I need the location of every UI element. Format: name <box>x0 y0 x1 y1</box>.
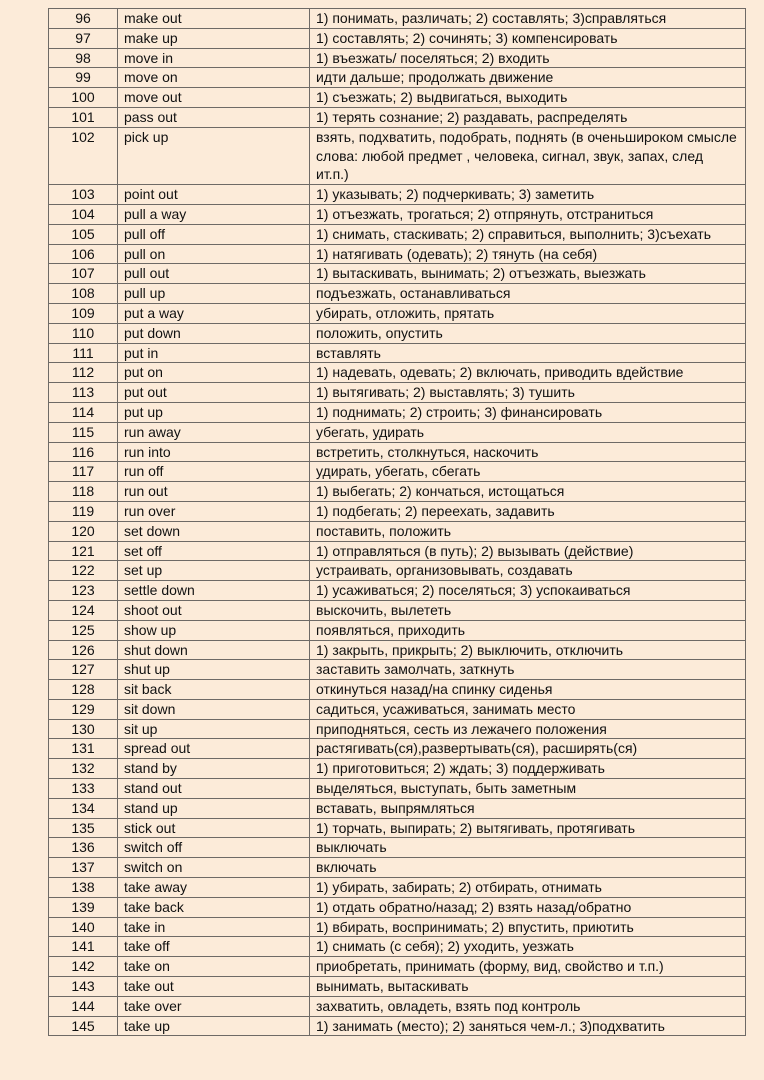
table-row <box>49 937 746 957</box>
row-number: 100 <box>49 88 118 108</box>
phrasal-verb: show up <box>118 620 310 640</box>
phrasal-verb: stand by <box>118 759 310 779</box>
translation: появляться, приходить <box>310 620 746 640</box>
table-row <box>49 224 746 244</box>
phrasal-verb: pull a way <box>118 204 310 224</box>
table-row <box>49 838 746 858</box>
translation: откинуться назад/на спинку сиденья <box>310 680 746 700</box>
translation: 1) терять сознание; 2) раздавать, распределять <box>310 107 746 127</box>
table-row <box>49 541 746 561</box>
phrasal-verb: move out <box>118 88 310 108</box>
translation: 1) составлять; 2) сочинять; 3) компенсировать <box>310 28 746 48</box>
phrasal-verb: move on <box>118 68 310 88</box>
translation: идти дальше; продолжать движение <box>310 68 746 88</box>
table-row <box>49 343 746 363</box>
table-row <box>49 798 746 818</box>
translation: убегать, удирать <box>310 422 746 442</box>
phrasal-verb: shut down <box>118 640 310 660</box>
phrasal-verb: take over <box>118 996 310 1016</box>
translation: 1) отправляться (в путь); 2) вызывать (действие) <box>310 541 746 561</box>
phrasal-verb: take back <box>118 897 310 917</box>
phrasal-verb: pick up <box>118 127 310 184</box>
translation: 1) натягивать (одевать); 2) тянуть (на себя) <box>310 244 746 264</box>
table-row <box>49 818 746 838</box>
translation: 1) отдать обратно/назад; 2) взять назад/обратно <box>310 897 746 917</box>
row-number: 96 <box>49 9 118 29</box>
translation: 1) торчать, выпирать; 2) вытягивать, протягивать <box>310 818 746 838</box>
table-row <box>49 383 746 403</box>
table-row <box>49 462 746 482</box>
translation: вставать, выпрямляться <box>310 798 746 818</box>
row-number: 116 <box>49 442 118 462</box>
row-number: 132 <box>49 759 118 779</box>
translation: 1) отъезжать, трогаться; 2) отпрянуть, отстраниться <box>310 204 746 224</box>
translation: 1) вбирать, воспринимать; 2) впустить, приютить <box>310 917 746 937</box>
table-row <box>49 303 746 323</box>
translation: выделяться, выступать, быть заметным <box>310 779 746 799</box>
translation: захватить, овладеть, взять под контроль <box>310 996 746 1016</box>
row-number: 107 <box>49 264 118 284</box>
table-row <box>49 107 746 127</box>
row-number: 106 <box>49 244 118 264</box>
translation: убирать, отложить, прятать <box>310 303 746 323</box>
row-number: 112 <box>49 363 118 383</box>
table-row <box>49 759 746 779</box>
phrasal-verb: pull off <box>118 224 310 244</box>
row-number: 99 <box>49 68 118 88</box>
table-row <box>49 185 746 205</box>
row-number: 122 <box>49 561 118 581</box>
table-row <box>49 68 746 88</box>
translation: 1) снимать, стаскивать; 2) справиться, выполнить; 3)съехать <box>310 224 746 244</box>
phrasal-verb: run off <box>118 462 310 482</box>
table-row <box>49 48 746 68</box>
phrasal-verb: run away <box>118 422 310 442</box>
table-row <box>49 858 746 878</box>
translation: заставить замолчать, заткнуть <box>310 660 746 680</box>
translation: 1) надевать, одевать; 2) включать, приводить вдействие <box>310 363 746 383</box>
row-number: 118 <box>49 482 118 502</box>
translation: 1) вытаскивать, вынимать; 2) отъезжать, выезжать <box>310 264 746 284</box>
translation: растягивать(ся),развертывать(ся), расширять(ся) <box>310 739 746 759</box>
row-number: 135 <box>49 818 118 838</box>
phrasal-verb: stand up <box>118 798 310 818</box>
translation: 1) поднимать; 2) строить; 3) финансировать <box>310 402 746 422</box>
row-number: 127 <box>49 660 118 680</box>
phrasal-verb: run out <box>118 482 310 502</box>
phrasal-verb: set off <box>118 541 310 561</box>
phrasal-verb: take out <box>118 977 310 997</box>
phrasal-verb: take on <box>118 957 310 977</box>
table-row <box>49 620 746 640</box>
phrasal-verb: move in <box>118 48 310 68</box>
phrasal-verb: point out <box>118 185 310 205</box>
row-number: 128 <box>49 680 118 700</box>
row-number: 145 <box>49 1016 118 1036</box>
row-number: 141 <box>49 937 118 957</box>
row-number: 114 <box>49 402 118 422</box>
table-row <box>49 699 746 719</box>
phrasal-verb: set down <box>118 521 310 541</box>
phrasal-verb: pass out <box>118 107 310 127</box>
table-row <box>49 660 746 680</box>
table-row <box>49 719 746 739</box>
translation: 1) приготовиться; 2) ждать; 3) поддерживать <box>310 759 746 779</box>
row-number: 119 <box>49 501 118 521</box>
row-number: 113 <box>49 383 118 403</box>
table-row <box>49 501 746 521</box>
row-number: 105 <box>49 224 118 244</box>
row-number: 110 <box>49 323 118 343</box>
row-number: 142 <box>49 957 118 977</box>
phrasal-verb: put up <box>118 402 310 422</box>
translation: 1) указывать; 2) подчеркивать; 3) заметить <box>310 185 746 205</box>
translation: устраивать, организовывать, создавать <box>310 561 746 581</box>
row-number: 129 <box>49 699 118 719</box>
phrasal-verb: shoot out <box>118 600 310 620</box>
row-number: 130 <box>49 719 118 739</box>
phrasal-verb: set up <box>118 561 310 581</box>
table-row <box>49 917 746 937</box>
phrasal-verb: shut up <box>118 660 310 680</box>
table-row <box>49 363 746 383</box>
table-row <box>49 957 746 977</box>
phrasal-verb: take away <box>118 878 310 898</box>
row-number: 131 <box>49 739 118 759</box>
translation: 1) подбегать; 2) переехать, задавить <box>310 501 746 521</box>
table-row <box>49 996 746 1016</box>
row-number: 126 <box>49 640 118 660</box>
table-row <box>49 739 746 759</box>
translation: 1) въезжать/ поселяться; 2) входить <box>310 48 746 68</box>
translation: 1) закрыть, прикрыть; 2) выключить, отключить <box>310 640 746 660</box>
row-number: 124 <box>49 600 118 620</box>
row-number: 143 <box>49 977 118 997</box>
translation: приподняться, сесть из лежачего положения <box>310 719 746 739</box>
translation: выскочить, вылететь <box>310 600 746 620</box>
translation: 1) вытягивать; 2) выставлять; 3) тушить <box>310 383 746 403</box>
row-number: 101 <box>49 107 118 127</box>
table-row <box>49 204 746 224</box>
row-number: 111 <box>49 343 118 363</box>
table-row <box>49 88 746 108</box>
translation: взять, подхватить, подобрать, поднять (в оченьшироком смысле слова: любой предмет , человека, сигнал, звук, запах, след ит.п.) <box>310 127 746 184</box>
phrasal-verb: pull up <box>118 284 310 304</box>
table-row <box>49 442 746 462</box>
row-number: 133 <box>49 779 118 799</box>
table-row <box>49 402 746 422</box>
phrasal-verb: make up <box>118 28 310 48</box>
row-number: 140 <box>49 917 118 937</box>
translation: встретить, столкнуться, наскочить <box>310 442 746 462</box>
row-number: 109 <box>49 303 118 323</box>
translation: удирать, убегать, сбегать <box>310 462 746 482</box>
table-row <box>49 244 746 264</box>
translation: вставлять <box>310 343 746 363</box>
table-row <box>49 127 746 184</box>
row-number: 97 <box>49 28 118 48</box>
row-number: 123 <box>49 581 118 601</box>
phrasal-verb: pull out <box>118 264 310 284</box>
row-number: 108 <box>49 284 118 304</box>
row-number: 136 <box>49 838 118 858</box>
row-number: 137 <box>49 858 118 878</box>
table-row <box>49 28 746 48</box>
phrasal-verbs-table <box>48 8 746 1036</box>
table-row <box>49 561 746 581</box>
table-row <box>49 640 746 660</box>
table-row <box>49 521 746 541</box>
phrasal-verb: put out <box>118 383 310 403</box>
phrasal-verb: spread out <box>118 739 310 759</box>
phrasal-verb: switch on <box>118 858 310 878</box>
table-row <box>49 897 746 917</box>
translation: включать <box>310 858 746 878</box>
phrasal-verb: sit down <box>118 699 310 719</box>
translation: 1) усаживаться; 2) поселяться; 3) успокаиваться <box>310 581 746 601</box>
table-row <box>49 977 746 997</box>
row-number: 144 <box>49 996 118 1016</box>
phrasal-verb: switch off <box>118 838 310 858</box>
table-row <box>49 9 746 29</box>
table-row <box>49 284 746 304</box>
translation: садиться, усаживаться, занимать место <box>310 699 746 719</box>
translation: приобретать, принимать (форму, вид, свойство и т.п.) <box>310 957 746 977</box>
table-row <box>49 878 746 898</box>
table-body <box>49 9 746 1036</box>
phrasal-verb: make out <box>118 9 310 29</box>
phrasal-verb: run over <box>118 501 310 521</box>
phrasal-verb: put a way <box>118 303 310 323</box>
phrasal-verb: pull on <box>118 244 310 264</box>
translation: подъезжать, останавливаться <box>310 284 746 304</box>
phrasal-verb: stick out <box>118 818 310 838</box>
translation: 1) снимать (с себя); 2) уходить, уезжать <box>310 937 746 957</box>
translation: 1) выбегать; 2) кончаться, истощаться <box>310 482 746 502</box>
row-number: 117 <box>49 462 118 482</box>
row-number: 104 <box>49 204 118 224</box>
phrasal-verb: sit back <box>118 680 310 700</box>
phrasal-verb: run into <box>118 442 310 462</box>
phrasal-verb: stand out <box>118 779 310 799</box>
phrasal-verb: put in <box>118 343 310 363</box>
phrasal-verb: take in <box>118 917 310 937</box>
translation: вынимать, вытаскивать <box>310 977 746 997</box>
phrasal-verb: take off <box>118 937 310 957</box>
table-row <box>49 581 746 601</box>
row-number: 115 <box>49 422 118 442</box>
translation: выключать <box>310 838 746 858</box>
translation: положить, опустить <box>310 323 746 343</box>
row-number: 98 <box>49 48 118 68</box>
phrasal-verb: settle down <box>118 581 310 601</box>
phrasal-verb: put on <box>118 363 310 383</box>
row-number: 103 <box>49 185 118 205</box>
table-row <box>49 482 746 502</box>
table-row <box>49 1016 746 1036</box>
translation: 1) занимать (место); 2) заняться чем-л.; 3)подхватить <box>310 1016 746 1036</box>
row-number: 138 <box>49 878 118 898</box>
phrasal-verb: take up <box>118 1016 310 1036</box>
row-number: 125 <box>49 620 118 640</box>
row-number: 121 <box>49 541 118 561</box>
translation: 1) съезжать; 2) выдвигаться, выходить <box>310 88 746 108</box>
table-row <box>49 779 746 799</box>
table-row <box>49 323 746 343</box>
row-number: 102 <box>49 127 118 184</box>
table-row <box>49 422 746 442</box>
table-row <box>49 600 746 620</box>
translation: 1) убирать, забирать; 2) отбирать, отнимать <box>310 878 746 898</box>
table-row <box>49 264 746 284</box>
phrasal-verb: sit up <box>118 719 310 739</box>
table-row <box>49 680 746 700</box>
row-number: 120 <box>49 521 118 541</box>
row-number: 134 <box>49 798 118 818</box>
translation: 1) понимать, различать; 2) составлять; 3)справляться <box>310 9 746 29</box>
translation: поставить, положить <box>310 521 746 541</box>
row-number: 139 <box>49 897 118 917</box>
phrasal-verb: put down <box>118 323 310 343</box>
